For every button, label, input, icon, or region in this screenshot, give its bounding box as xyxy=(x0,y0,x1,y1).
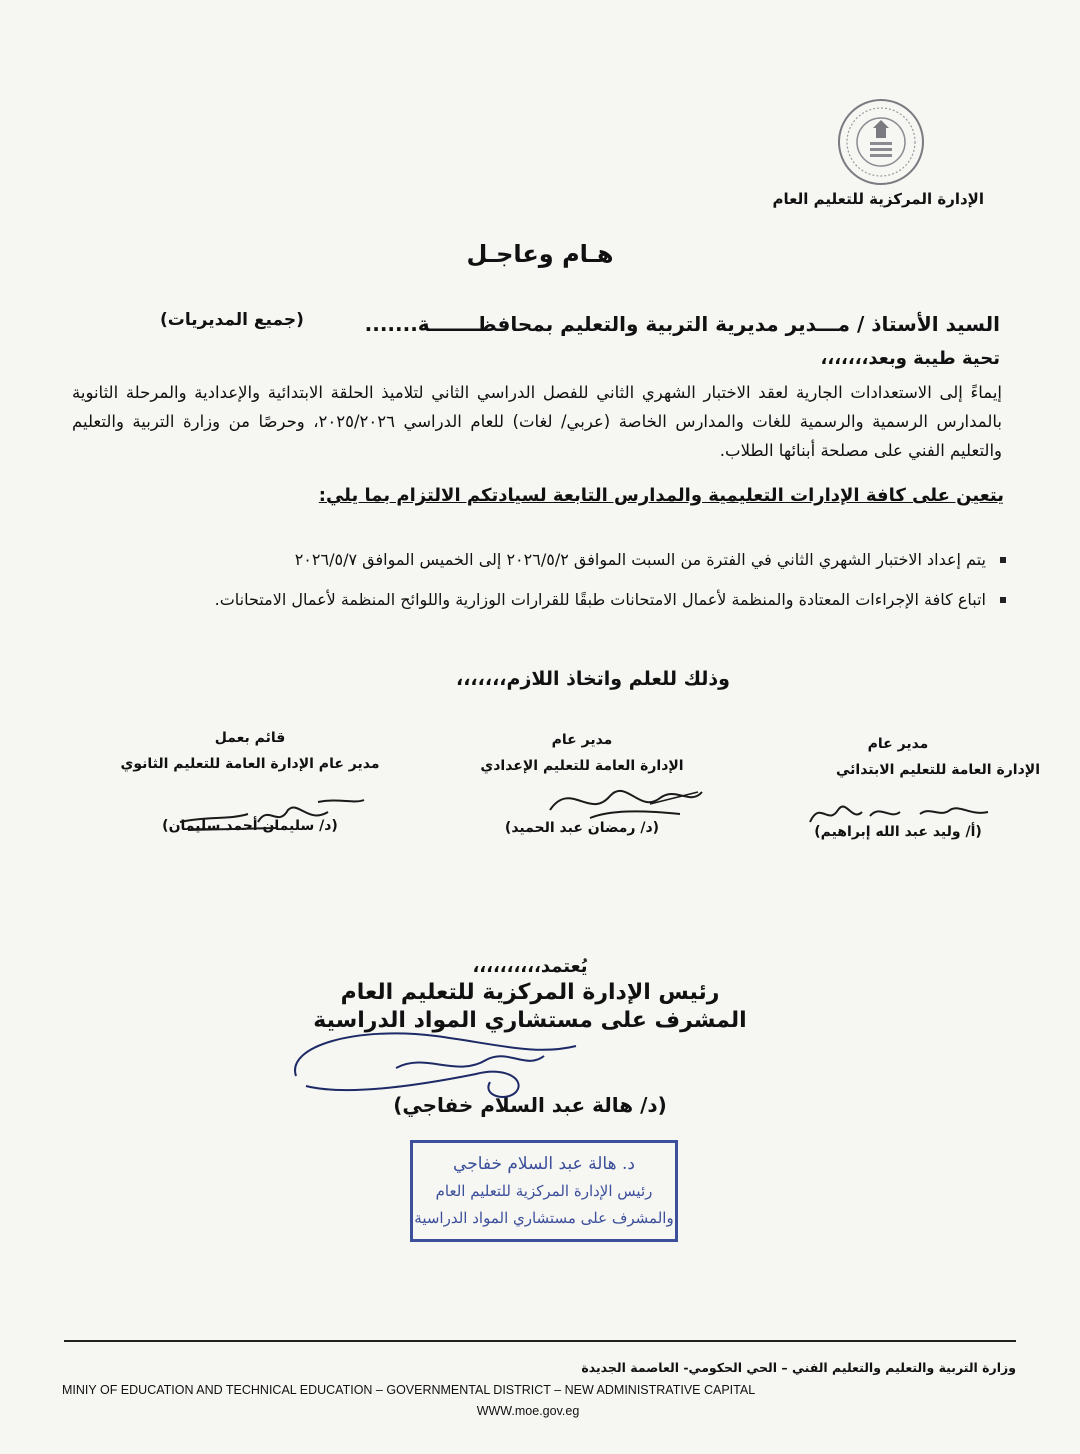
stamp-line3: والمشرف على مستشاري المواد الدراسية xyxy=(414,1209,674,1227)
signatory-title: مدير عام xyxy=(551,732,613,748)
footer-address-english: MINIY OF EDUCATION AND TECHNICAL EDUCATION – GOVERNMENTAL DISTRICT – NEW ADMINISTRATIVE CAPITAL xyxy=(62,1383,756,1397)
intro-paragraph: إيماءً إلى الاستعدادات الجارية لعقد الاختبار الشهري الثاني للفصل الدراسي الثاني لتلاميذ الحلقة الابتدائية والإعدادية والمرحلة الثانوية بالمدارس الرسمية والرسمية للغات والمدارس الخاصة (عربي/ لغات) للعام الدراسي ٢٠٢٥/٢٠٢٦، وحرصًا من وزارة التربية والتعليم والتعليم الفني على مصلحة أبنائها الطلاب. xyxy=(72,383,1002,460)
signatory-title: مدير عام xyxy=(867,736,929,752)
ministry-seal-icon xyxy=(826,98,936,186)
approval-title-line2: المشرف على مستشاري المواد الدراسية xyxy=(313,1008,747,1033)
closing-line: وذلك للعلم واتخاذ اللازم،،،،،،، xyxy=(456,668,730,690)
stamp-line1: د. هالة عبد السلام خفاجي xyxy=(453,1154,635,1174)
signatory-title: قائم بعمل xyxy=(214,730,286,746)
instruction-list xyxy=(70,540,1010,620)
signatory-department: مدير عام الإدارة العامة للتعليم الثانوي xyxy=(120,756,380,772)
approval-label: يُعتمد،،،،،،،،،، xyxy=(472,956,588,977)
instruction-heading: يتعين على كافة الإدارات التعليمية والمدارس التابعة لسيادتكم الالتزام بما يلي: xyxy=(318,485,1004,506)
handwritten-signature-primary xyxy=(800,792,1000,832)
official-stamp xyxy=(410,1140,678,1242)
handwritten-signature-approval xyxy=(276,1016,606,1106)
greeting: تحية طيبة وبعد،،،،،،، xyxy=(820,348,1000,369)
signatory-department: الإدارة العامة للتعليم الابتدائي xyxy=(835,762,1040,778)
list-item: اتباع كافة الإجراءات المعتادة والمنظمة لأعمال الامتحانات طبقًا للقرارات الوزارية واللوائح المنظمة لأعمال الامتحانات. xyxy=(70,580,1010,620)
signatory-name: (أ/ وليد عبد الله إبراهيم) xyxy=(814,824,982,840)
stamp-line2: رئيس الإدارة المركزية للتعليم العام xyxy=(435,1182,653,1200)
urgent-title: هـام وعاجـل xyxy=(466,240,614,268)
footer-address-arabic: وزارة التربية والتعليم والتعليم الفني – الحي الحكومي- العاصمة الجديدة xyxy=(581,1360,1016,1375)
handwritten-signature-preparatory xyxy=(530,770,710,830)
addressee-scope: (جميع المديريات) xyxy=(160,310,304,330)
signatory-department: الإدارة العامة للتعليم الإعدادي xyxy=(480,758,684,774)
approval-name: (د/ هالة عبد السلام خفاجي) xyxy=(393,1093,667,1117)
footer-divider xyxy=(64,1340,1016,1342)
signatory-name: (د/ سليمان أحمد سليمان) xyxy=(162,818,338,834)
office-name: الإدارة المركزية للتعليم العام xyxy=(772,190,984,208)
addressee-line: السيد الأستاذ / مـــدير مديرية التربية والتعليم بمحافظـــــــة....... xyxy=(364,312,1000,336)
list-item: يتم إعداد الاختبار الشهري الثاني في الفترة من السبت الموافق ٢٠٢٦/٥/٢ إلى الخميس الموافق ٢٠٢٦/٥/٧ xyxy=(70,540,1010,580)
signatory-name: (د/ رمضان عبد الحميد) xyxy=(504,820,660,836)
approval-title-line1: رئيس الإدارة المركزية للتعليم العام xyxy=(340,980,720,1005)
footer-website-link[interactable]: WWW.moe.gov.eg xyxy=(476,1404,580,1418)
handwritten-signature-secondary xyxy=(168,792,368,836)
